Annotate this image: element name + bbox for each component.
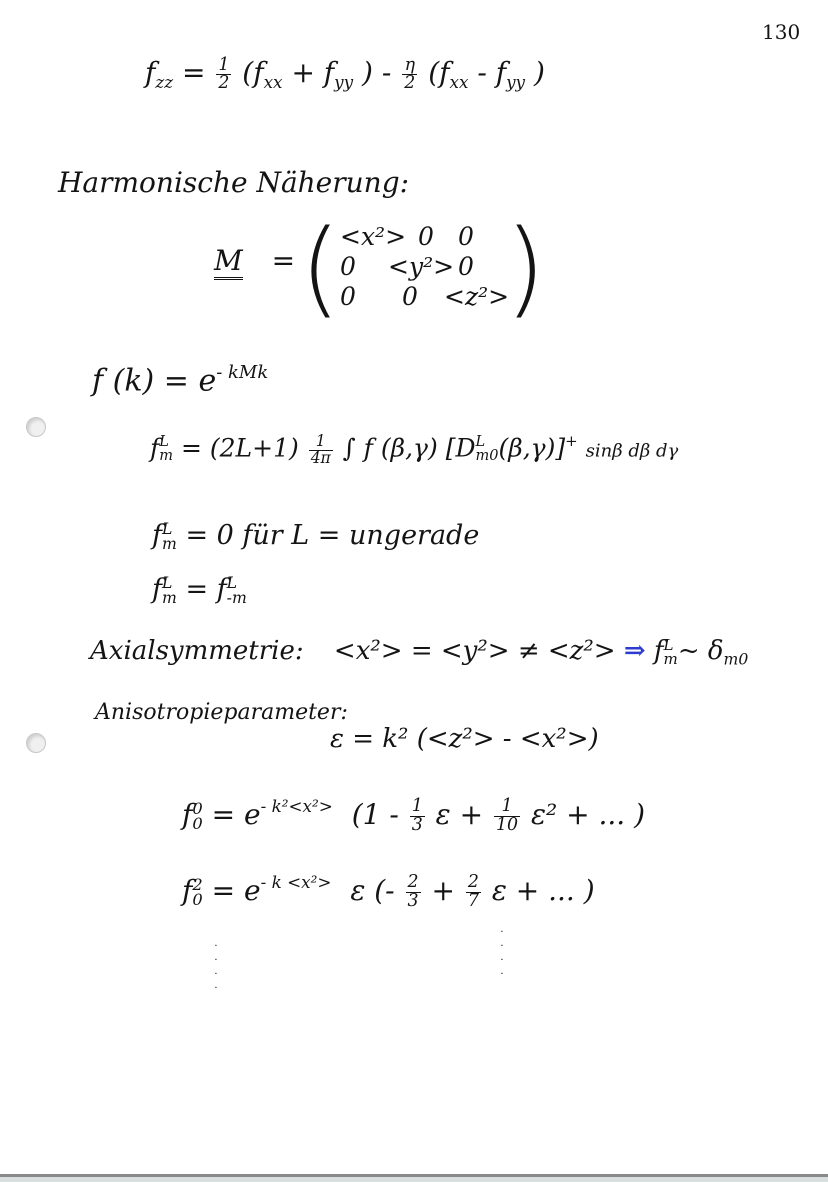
fraction: $\frac{\eta}{2}$ [404,54,416,93]
fraction: $\frac{1}{2}$ [218,54,230,93]
matrix-row: 0 0 <z²> [340,282,510,311]
matrix-row: 0 <y²> 0 [340,252,474,281]
matrix-M [300,207,546,329]
matrix-symbol: M = [214,244,295,277]
fraction: $\frac{1}{10}$ [495,796,519,835]
equation-fzz: $f_{zz}$ = $\frac{1}{2}$ ($f_{xx} + f_{yy}$ ) - $\frac{\eta}{2}$ ($f_{xx} - f_{yy}$ ) [145,54,545,93]
binder-hole [26,733,46,753]
vertical-dots-left: · · · · [214,941,218,994]
equation-fLm-zero: f L m = 0 für L = ungerade [152,518,480,553]
page-bottom-shadow [0,1177,828,1182]
heading-harmonic: Harmonische Näherung: [58,166,410,199]
matrix-row: <x²> 0 0 [340,222,474,251]
equation-f20: f 2 0 = $e^{- k <x^2>}$ ε (- $\frac{2}{3}$ + $\frac{2}{7}$ ε + ... ) [182,872,595,911]
binder-hole [26,417,46,437]
right-paren: ) [505,207,546,329]
implies-arrow-icon: ⇒ [623,636,646,666]
equation-fk: f $(k) = e^{- kMk}$ [92,362,269,399]
fraction: $\frac{2}{3}$ [407,872,419,911]
anisotropy-label: Anisotropieparameter: [95,700,348,725]
equation-f00: f 0 0 = $e^{- k^2<x^2>}$ (1 - $\frac{1}{3}$ ε + $\frac{1}{10}$ ε² + ... ) [182,796,646,835]
axial-symmetry-line: Axialsymmetrie: <x²> = <y²> ≠ <z²> ⇒ f L m ~ $\delta_{m0}$ [90,635,749,669]
fraction: $\frac{1}{3}$ [411,796,423,835]
left-paren: ( [300,207,341,329]
page-number: 130 [762,20,801,44]
equation-fLm-symmetry: f L m = f L -m [152,572,247,607]
anisotropy-formula: ε = k² (<z²> - <x²>) [330,724,599,754]
vertical-dots-right: · · · · [500,927,504,980]
fraction: $\frac{2}{7}$ [467,872,479,911]
fraction: $\frac{1}{4\pi}$ [310,432,331,467]
equation-fLm-integral: f L m = (2L+1) $\frac{1}{4\pi}$ ∫ f (β,γ) [D L m0 (β,γ)]+ sinβ dβ dγ [150,432,679,467]
